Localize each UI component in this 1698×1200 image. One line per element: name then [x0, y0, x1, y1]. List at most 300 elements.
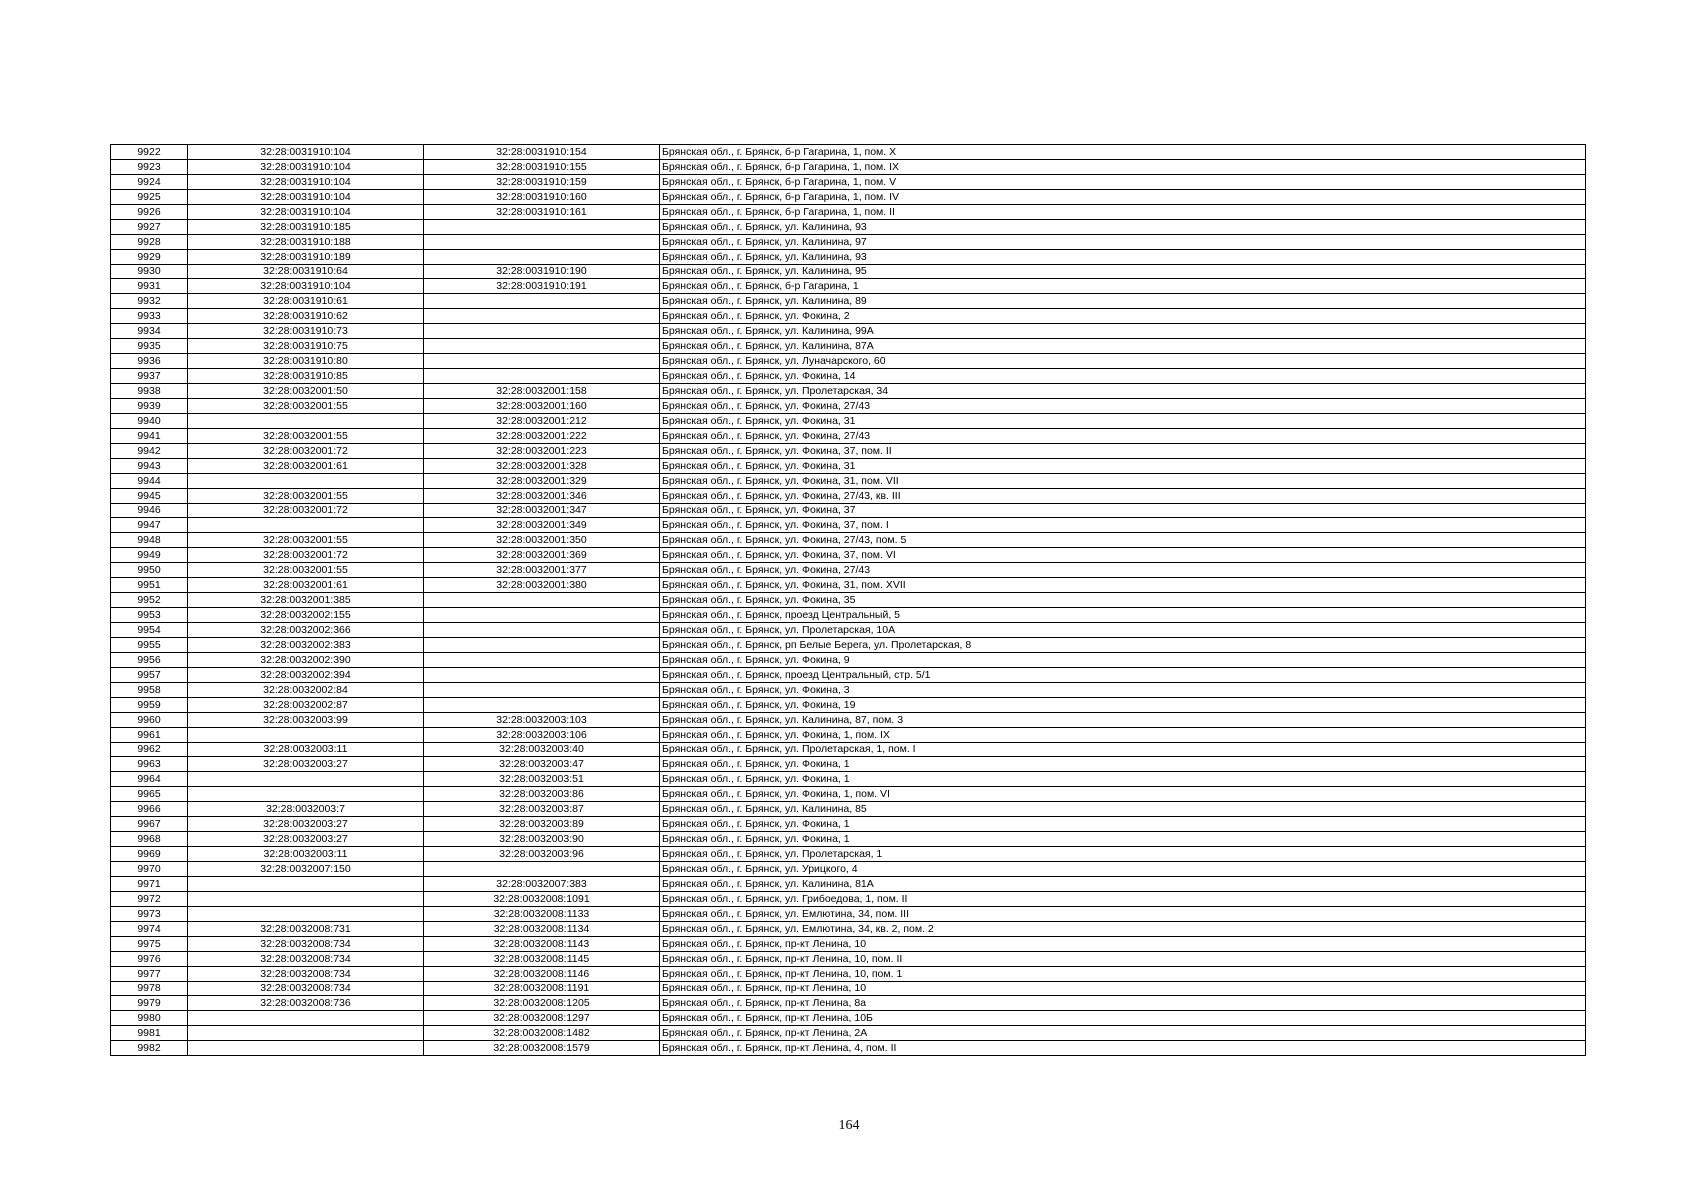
cadastral-table: [110, 144, 1586, 1056]
object-number-cell: 32:28:0031910:159: [424, 174, 660, 189]
object-number-cell: [424, 608, 660, 623]
address-cell: Брянская обл., г. Брянск, ул. Фокина, 27/43, кв. III: [660, 488, 1586, 503]
address-cell: Брянская обл., г. Брянск, ул. Фокина, 37, пом. II: [660, 443, 1586, 458]
object-number-cell: 32:28:0032008:1205: [424, 996, 660, 1011]
parcel-number-cell: [188, 518, 424, 533]
row-number-cell: 9934: [111, 324, 188, 339]
row-number-cell: 9932: [111, 294, 188, 309]
row-number-cell: 9950: [111, 563, 188, 578]
object-number-cell: 32:28:0032001:350: [424, 533, 660, 548]
object-number-cell: [424, 369, 660, 384]
object-number-cell: [424, 623, 660, 638]
row-number-cell: 9962: [111, 742, 188, 757]
parcel-number-cell: [188, 727, 424, 742]
parcel-number-cell: 32:28:0031910:104: [188, 279, 424, 294]
table-row: [111, 593, 1586, 608]
parcel-number-cell: 32:28:0032001:72: [188, 548, 424, 563]
parcel-number-cell: 32:28:0032001:61: [188, 578, 424, 593]
object-number-cell: 32:28:0032008:1146: [424, 966, 660, 981]
address-cell: Брянская обл., г. Брянск, ул. Фокина, 1, пом. VI: [660, 787, 1586, 802]
address-cell: Брянская обл., г. Брянск, пр-кт Ленина, 10Б: [660, 1011, 1586, 1026]
row-number-cell: 9969: [111, 847, 188, 862]
table-row: [111, 518, 1586, 533]
object-number-cell: 32:28:0032008:1134: [424, 921, 660, 936]
parcel-number-cell: 32:28:0032003:27: [188, 832, 424, 847]
row-number-cell: 9942: [111, 443, 188, 458]
row-number-cell: 9966: [111, 802, 188, 817]
object-number-cell: 32:28:0032001:380: [424, 578, 660, 593]
row-number-cell: 9947: [111, 518, 188, 533]
address-cell: Брянская обл., г. Брянск, ул. Фокина, 9: [660, 652, 1586, 667]
table-row: [111, 443, 1586, 458]
row-number-cell: 9945: [111, 488, 188, 503]
table-row: [111, 279, 1586, 294]
table-row: [111, 145, 1586, 160]
table-row: [111, 608, 1586, 623]
table-row: [111, 398, 1586, 413]
row-number-cell: 9954: [111, 623, 188, 638]
row-number-cell: 9971: [111, 876, 188, 891]
row-number-cell: 9974: [111, 921, 188, 936]
parcel-number-cell: 32:28:0032002:87: [188, 697, 424, 712]
object-number-cell: 32:28:0031910:160: [424, 189, 660, 204]
row-number-cell: 9944: [111, 473, 188, 488]
table-row: [111, 473, 1586, 488]
parcel-number-cell: 32:28:0032003:27: [188, 817, 424, 832]
parcel-number-cell: 32:28:0032001:72: [188, 503, 424, 518]
object-number-cell: 32:28:0032003:86: [424, 787, 660, 802]
row-number-cell: 9951: [111, 578, 188, 593]
address-cell: Брянская обл., г. Брянск, пр-кт Ленина, 2А: [660, 1026, 1586, 1041]
object-number-cell: 32:28:0032008:1091: [424, 891, 660, 906]
object-number-cell: 32:28:0032001:329: [424, 473, 660, 488]
address-cell: Брянская обл., г. Брянск, ул. Фокина, 27/43: [660, 398, 1586, 413]
row-number-cell: 9978: [111, 981, 188, 996]
parcel-number-cell: 32:28:0032008:734: [188, 951, 424, 966]
parcel-number-cell: 32:28:0032008:734: [188, 981, 424, 996]
table-row: [111, 1041, 1586, 1056]
parcel-number-cell: 32:28:0031910:188: [188, 234, 424, 249]
address-cell: Брянская обл., г. Брянск, ул. Фокина, 27/43: [660, 563, 1586, 578]
object-number-cell: 32:28:0032001:349: [424, 518, 660, 533]
parcel-number-cell: 32:28:0031910:104: [188, 174, 424, 189]
object-number-cell: 32:28:0032008:1482: [424, 1026, 660, 1041]
address-cell: Брянская обл., г. Брянск, ул. Фокина, 37: [660, 503, 1586, 518]
parcel-number-cell: 32:28:0031910:73: [188, 324, 424, 339]
table-row: [111, 354, 1586, 369]
table-row: [111, 921, 1586, 936]
address-cell: Брянская обл., г. Брянск, ул. Фокина, 19: [660, 697, 1586, 712]
row-number-cell: 9981: [111, 1026, 188, 1041]
table-row: [111, 578, 1586, 593]
parcel-number-cell: 32:28:0031910:62: [188, 309, 424, 324]
row-number-cell: 9949: [111, 548, 188, 563]
address-cell: Брянская обл., г. Брянск, пр-кт Ленина, 10, пом. II: [660, 951, 1586, 966]
page-number: 164: [838, 1118, 860, 1133]
row-number-cell: 9935: [111, 339, 188, 354]
row-number-cell: 9933: [111, 309, 188, 324]
row-number-cell: 9976: [111, 951, 188, 966]
parcel-number-cell: 32:28:0032002:155: [188, 608, 424, 623]
table-row: [111, 488, 1586, 503]
table-row: [111, 1011, 1586, 1026]
parcel-number-cell: 32:28:0032003:27: [188, 757, 424, 772]
parcel-number-cell: 32:28:0032003:11: [188, 847, 424, 862]
table-row: [111, 906, 1586, 921]
table-row: [111, 667, 1586, 682]
row-number-cell: 9937: [111, 369, 188, 384]
table-row: [111, 264, 1586, 279]
parcel-number-cell: 32:28:0032001:61: [188, 458, 424, 473]
row-number-cell: 9939: [111, 398, 188, 413]
row-number-cell: 9959: [111, 697, 188, 712]
parcel-number-cell: 32:28:0032001:385: [188, 593, 424, 608]
parcel-number-cell: 32:28:0031910:75: [188, 339, 424, 354]
parcel-number-cell: 32:28:0031910:64: [188, 264, 424, 279]
address-cell: Брянская обл., г. Брянск, ул. Фокина, 1: [660, 772, 1586, 787]
parcel-number-cell: [188, 891, 424, 906]
row-number-cell: 9941: [111, 428, 188, 443]
object-number-cell: 32:28:0032003:106: [424, 727, 660, 742]
address-cell: Брянская обл., г. Брянск, ул. Фокина, 31, пом. XVII: [660, 578, 1586, 593]
object-number-cell: [424, 652, 660, 667]
address-cell: Брянская обл., г. Брянск, проезд Центральный, стр. 5/1: [660, 667, 1586, 682]
object-number-cell: [424, 354, 660, 369]
parcel-number-cell: 32:28:0032002:383: [188, 637, 424, 652]
table-row: [111, 637, 1586, 652]
object-number-cell: 32:28:0032003:90: [424, 832, 660, 847]
parcel-number-cell: 32:28:0032008:731: [188, 921, 424, 936]
address-cell: Брянская обл., г. Брянск, ул. Пролетарская, 1, пом. I: [660, 742, 1586, 757]
table-row: [111, 384, 1586, 399]
parcel-number-cell: [188, 1041, 424, 1056]
table-row: [111, 772, 1586, 787]
address-cell: Брянская обл., г. Брянск, пр-кт Ленина, 10: [660, 936, 1586, 951]
parcel-number-cell: 32:28:0032001:55: [188, 488, 424, 503]
parcel-number-cell: 32:28:0032007:150: [188, 862, 424, 877]
object-number-cell: [424, 637, 660, 652]
object-number-cell: [424, 324, 660, 339]
address-cell: Брянская обл., г. Брянск, пр-кт Ленина, 4, пом. II: [660, 1041, 1586, 1056]
object-number-cell: [424, 862, 660, 877]
row-number-cell: 9924: [111, 174, 188, 189]
row-number-cell: 9923: [111, 159, 188, 174]
object-number-cell: [424, 339, 660, 354]
parcel-number-cell: 32:28:0032002:84: [188, 682, 424, 697]
row-number-cell: 9964: [111, 772, 188, 787]
object-number-cell: [424, 219, 660, 234]
table-row: [111, 951, 1586, 966]
row-number-cell: 9958: [111, 682, 188, 697]
address-cell: Брянская обл., г. Брянск, ул. Калинина, 87А: [660, 339, 1586, 354]
row-number-cell: 9927: [111, 219, 188, 234]
table-row: [111, 652, 1586, 667]
parcel-number-cell: 32:28:0032008:734: [188, 936, 424, 951]
address-cell: Брянская обл., г. Брянск, ул. Калинина, 85: [660, 802, 1586, 817]
address-cell: Брянская обл., г. Брянск, ул. Калинина, 93: [660, 249, 1586, 264]
address-cell: Брянская обл., г. Брянск, ул. Пролетарская, 1: [660, 847, 1586, 862]
parcel-number-cell: 32:28:0031910:104: [188, 204, 424, 219]
address-cell: Брянская обл., г. Брянск, ул. Пролетарская, 10А: [660, 623, 1586, 638]
row-number-cell: 9928: [111, 234, 188, 249]
table-row: [111, 189, 1586, 204]
parcel-number-cell: 32:28:0032003:99: [188, 712, 424, 727]
address-cell: Брянская обл., г. Брянск, ул. Фокина, 37, пом. VI: [660, 548, 1586, 563]
address-cell: Брянская обл., г. Брянск, б-р Гагарина, 1, пом. V: [660, 174, 1586, 189]
row-number-cell: 9938: [111, 384, 188, 399]
parcel-number-cell: 32:28:0031910:61: [188, 294, 424, 309]
object-number-cell: 32:28:0032001:223: [424, 443, 660, 458]
address-cell: Брянская обл., г. Брянск, ул. Калинина, 95: [660, 264, 1586, 279]
row-number-cell: 9960: [111, 712, 188, 727]
table-row: [111, 428, 1586, 443]
cadastral-table-body: [111, 145, 1586, 1056]
address-cell: Брянская обл., г. Брянск, ул. Калинина, 89: [660, 294, 1586, 309]
object-number-cell: [424, 309, 660, 324]
row-number-cell: 9929: [111, 249, 188, 264]
parcel-number-cell: 32:28:0031910:104: [188, 159, 424, 174]
object-number-cell: 32:28:0032008:1191: [424, 981, 660, 996]
row-number-cell: 9957: [111, 667, 188, 682]
table-row: [111, 727, 1586, 742]
parcel-number-cell: 32:28:0031910:80: [188, 354, 424, 369]
object-number-cell: 32:28:0032003:89: [424, 817, 660, 832]
table-row: [111, 234, 1586, 249]
address-cell: Брянская обл., г. Брянск, ул. Фокина, 31, пом. VII: [660, 473, 1586, 488]
table-row: [111, 682, 1586, 697]
table-row: [111, 174, 1586, 189]
row-number-cell: 9925: [111, 189, 188, 204]
object-number-cell: 32:28:0032001:328: [424, 458, 660, 473]
table-row: [111, 981, 1586, 996]
table-row: [111, 219, 1586, 234]
table-row: [111, 832, 1586, 847]
address-cell: Брянская обл., г. Брянск, пр-кт Ленина, 10, пом. 1: [660, 966, 1586, 981]
object-number-cell: 32:28:0032001:377: [424, 563, 660, 578]
address-cell: Брянская обл., г. Брянск, ул. Фокина, 1, пом. IX: [660, 727, 1586, 742]
row-number-cell: 9975: [111, 936, 188, 951]
row-number-cell: 9931: [111, 279, 188, 294]
parcel-number-cell: [188, 1026, 424, 1041]
row-number-cell: 9936: [111, 354, 188, 369]
table-row: [111, 996, 1586, 1011]
table-row: [111, 966, 1586, 981]
parcel-number-cell: 32:28:0031910:189: [188, 249, 424, 264]
address-cell: Брянская обл., г. Брянск, рп Белые Берега, ул. Пролетарская, 8: [660, 637, 1586, 652]
address-cell: Брянская обл., г. Брянск, пр-кт Ленина, 8а: [660, 996, 1586, 1011]
object-number-cell: 32:28:0032001:222: [424, 428, 660, 443]
object-number-cell: 32:28:0032008:1133: [424, 906, 660, 921]
table-row: [111, 936, 1586, 951]
address-cell: Брянская обл., г. Брянск, ул. Пролетарская, 34: [660, 384, 1586, 399]
table-row: [111, 742, 1586, 757]
address-cell: Брянская обл., г. Брянск, ул. Фокина, 37, пом. I: [660, 518, 1586, 533]
object-number-cell: 32:28:0031910:155: [424, 159, 660, 174]
row-number-cell: 9930: [111, 264, 188, 279]
row-number-cell: 9982: [111, 1041, 188, 1056]
address-cell: Брянская обл., г. Брянск, проезд Центральный, 5: [660, 608, 1586, 623]
table-row: [111, 712, 1586, 727]
address-cell: Брянская обл., г. Брянск, ул. Калинина, 97: [660, 234, 1586, 249]
address-cell: Брянская обл., г. Брянск, ул. Калинина, 81А: [660, 876, 1586, 891]
object-number-cell: [424, 697, 660, 712]
table-row: [111, 563, 1586, 578]
table-row: [111, 891, 1586, 906]
table-row: [111, 369, 1586, 384]
parcel-number-cell: 32:28:0032001:72: [188, 443, 424, 458]
parcel-number-cell: [188, 787, 424, 802]
address-cell: Брянская обл., г. Брянск, б-р Гагарина, 1, пом. II: [660, 204, 1586, 219]
row-number-cell: 9968: [111, 832, 188, 847]
address-cell: Брянская обл., г. Брянск, ул. Фокина, 2: [660, 309, 1586, 324]
parcel-number-cell: 32:28:0032003:11: [188, 742, 424, 757]
object-number-cell: 32:28:0032001:158: [424, 384, 660, 399]
parcel-number-cell: 32:28:0031910:104: [188, 145, 424, 160]
table-row: [111, 503, 1586, 518]
table-row: [111, 623, 1586, 638]
row-number-cell: 9952: [111, 593, 188, 608]
table-row: [111, 862, 1586, 877]
object-number-cell: [424, 667, 660, 682]
object-number-cell: 32:28:0032008:1145: [424, 951, 660, 966]
address-cell: Брянская обл., г. Брянск, ул. Фокина, 31: [660, 458, 1586, 473]
address-cell: Брянская обл., г. Брянск, ул. Луначарского, 60: [660, 354, 1586, 369]
object-number-cell: [424, 234, 660, 249]
address-cell: Брянская обл., г. Брянск, ул. Калинина, 93: [660, 219, 1586, 234]
address-cell: Брянская обл., г. Брянск, ул. Емлютина, 34, кв. 2, пом. 2: [660, 921, 1586, 936]
parcel-number-cell: 32:28:0031910:185: [188, 219, 424, 234]
row-number-cell: 9940: [111, 413, 188, 428]
object-number-cell: 32:28:0031910:190: [424, 264, 660, 279]
table-row: [111, 324, 1586, 339]
object-number-cell: 32:28:0032001:160: [424, 398, 660, 413]
row-number-cell: 9955: [111, 637, 188, 652]
address-cell: Брянская обл., г. Брянск, ул. Фокина, 31: [660, 413, 1586, 428]
address-cell: Брянская обл., г. Брянск, пр-кт Ленина, 10: [660, 981, 1586, 996]
object-number-cell: 32:28:0032008:1297: [424, 1011, 660, 1026]
address-cell: Брянская обл., г. Брянск, б-р Гагарина, 1, пом. IX: [660, 159, 1586, 174]
table-row: [111, 847, 1586, 862]
row-number-cell: 9922: [111, 145, 188, 160]
row-number-cell: 9967: [111, 817, 188, 832]
object-number-cell: [424, 593, 660, 608]
row-number-cell: 9965: [111, 787, 188, 802]
address-cell: Брянская обл., г. Брянск, ул. Фокина, 27/43: [660, 428, 1586, 443]
table-row: [111, 458, 1586, 473]
parcel-number-cell: 32:28:0032001:55: [188, 563, 424, 578]
row-number-cell: 9963: [111, 757, 188, 772]
address-cell: Брянская обл., г. Брянск, ул. Фокина, 3: [660, 682, 1586, 697]
parcel-number-cell: [188, 876, 424, 891]
address-cell: Брянская обл., г. Брянск, б-р Гагарина, 1: [660, 279, 1586, 294]
parcel-number-cell: 32:28:0032008:736: [188, 996, 424, 1011]
row-number-cell: 9973: [111, 906, 188, 921]
row-number-cell: 9961: [111, 727, 188, 742]
row-number-cell: 9926: [111, 204, 188, 219]
table-row: [111, 413, 1586, 428]
table-row: [111, 249, 1586, 264]
parcel-number-cell: [188, 1011, 424, 1026]
address-cell: Брянская обл., г. Брянск, ул. Фокина, 27/43, пом. 5: [660, 533, 1586, 548]
row-number-cell: 9977: [111, 966, 188, 981]
address-cell: Брянская обл., г. Брянск, ул. Фокина, 35: [660, 593, 1586, 608]
object-number-cell: 32:28:0031910:161: [424, 204, 660, 219]
parcel-number-cell: 32:28:0032001:55: [188, 533, 424, 548]
object-number-cell: 32:28:0032003:40: [424, 742, 660, 757]
row-number-cell: 9946: [111, 503, 188, 518]
table-row: [111, 876, 1586, 891]
row-number-cell: 9953: [111, 608, 188, 623]
object-number-cell: 32:28:0032003:87: [424, 802, 660, 817]
parcel-number-cell: 32:28:0032008:734: [188, 966, 424, 981]
object-number-cell: 32:28:0032008:1579: [424, 1041, 660, 1056]
table-row: [111, 339, 1586, 354]
parcel-number-cell: 32:28:0031910:104: [188, 189, 424, 204]
parcel-number-cell: 32:28:0032001:55: [188, 398, 424, 413]
object-number-cell: 32:28:0032001:346: [424, 488, 660, 503]
object-number-cell: 32:28:0031910:154: [424, 145, 660, 160]
object-number-cell: 32:28:0032001:347: [424, 503, 660, 518]
parcel-number-cell: [188, 772, 424, 787]
parcel-number-cell: [188, 473, 424, 488]
table-row: [111, 309, 1586, 324]
object-number-cell: 32:28:0032008:1143: [424, 936, 660, 951]
parcel-number-cell: 32:28:0032002:394: [188, 667, 424, 682]
object-number-cell: 32:28:0032003:47: [424, 757, 660, 772]
row-number-cell: 9948: [111, 533, 188, 548]
address-cell: Брянская обл., г. Брянск, ул. Фокина, 14: [660, 369, 1586, 384]
address-cell: Брянская обл., г. Брянск, б-р Гагарина, 1, пом. IV: [660, 189, 1586, 204]
parcel-number-cell: 32:28:0032002:366: [188, 623, 424, 638]
object-number-cell: 32:28:0032001:369: [424, 548, 660, 563]
object-number-cell: 32:28:0032003:103: [424, 712, 660, 727]
parcel-number-cell: 32:28:0031910:85: [188, 369, 424, 384]
table-row: [111, 159, 1586, 174]
table-row: [111, 802, 1586, 817]
table-row: [111, 697, 1586, 712]
table-row: [111, 204, 1586, 219]
object-number-cell: [424, 249, 660, 264]
object-number-cell: 32:28:0031910:191: [424, 279, 660, 294]
parcel-number-cell: [188, 906, 424, 921]
row-number-cell: 9979: [111, 996, 188, 1011]
object-number-cell: 32:28:0032003:96: [424, 847, 660, 862]
table-row: [111, 533, 1586, 548]
object-number-cell: [424, 294, 660, 309]
object-number-cell: 32:28:0032007:383: [424, 876, 660, 891]
object-number-cell: 32:28:0032003:51: [424, 772, 660, 787]
address-cell: Брянская обл., г. Брянск, б-р Гагарина, 1, пом. X: [660, 145, 1586, 160]
table-row: [111, 294, 1586, 309]
parcel-number-cell: 32:28:0032001:55: [188, 428, 424, 443]
row-number-cell: 9970: [111, 862, 188, 877]
row-number-cell: 9943: [111, 458, 188, 473]
address-cell: Брянская обл., г. Брянск, ул. Емлютина, 34, пом. III: [660, 906, 1586, 921]
address-cell: Брянская обл., г. Брянск, ул. Фокина, 1: [660, 832, 1586, 847]
address-cell: Брянская обл., г. Брянск, ул. Грибоедова, 1, пом. II: [660, 891, 1586, 906]
table-row: [111, 817, 1586, 832]
parcel-number-cell: 32:28:0032001:50: [188, 384, 424, 399]
row-number-cell: 9956: [111, 652, 188, 667]
address-cell: Брянская обл., г. Брянск, ул. Фокина, 1: [660, 817, 1586, 832]
address-cell: Брянская обл., г. Брянск, ул. Калинина, 99А: [660, 324, 1586, 339]
object-number-cell: [424, 682, 660, 697]
object-number-cell: 32:28:0032001:212: [424, 413, 660, 428]
table-row: [111, 757, 1586, 772]
table-row: [111, 1026, 1586, 1041]
table-row: [111, 787, 1586, 802]
address-cell: Брянская обл., г. Брянск, ул. Фокина, 1: [660, 757, 1586, 772]
